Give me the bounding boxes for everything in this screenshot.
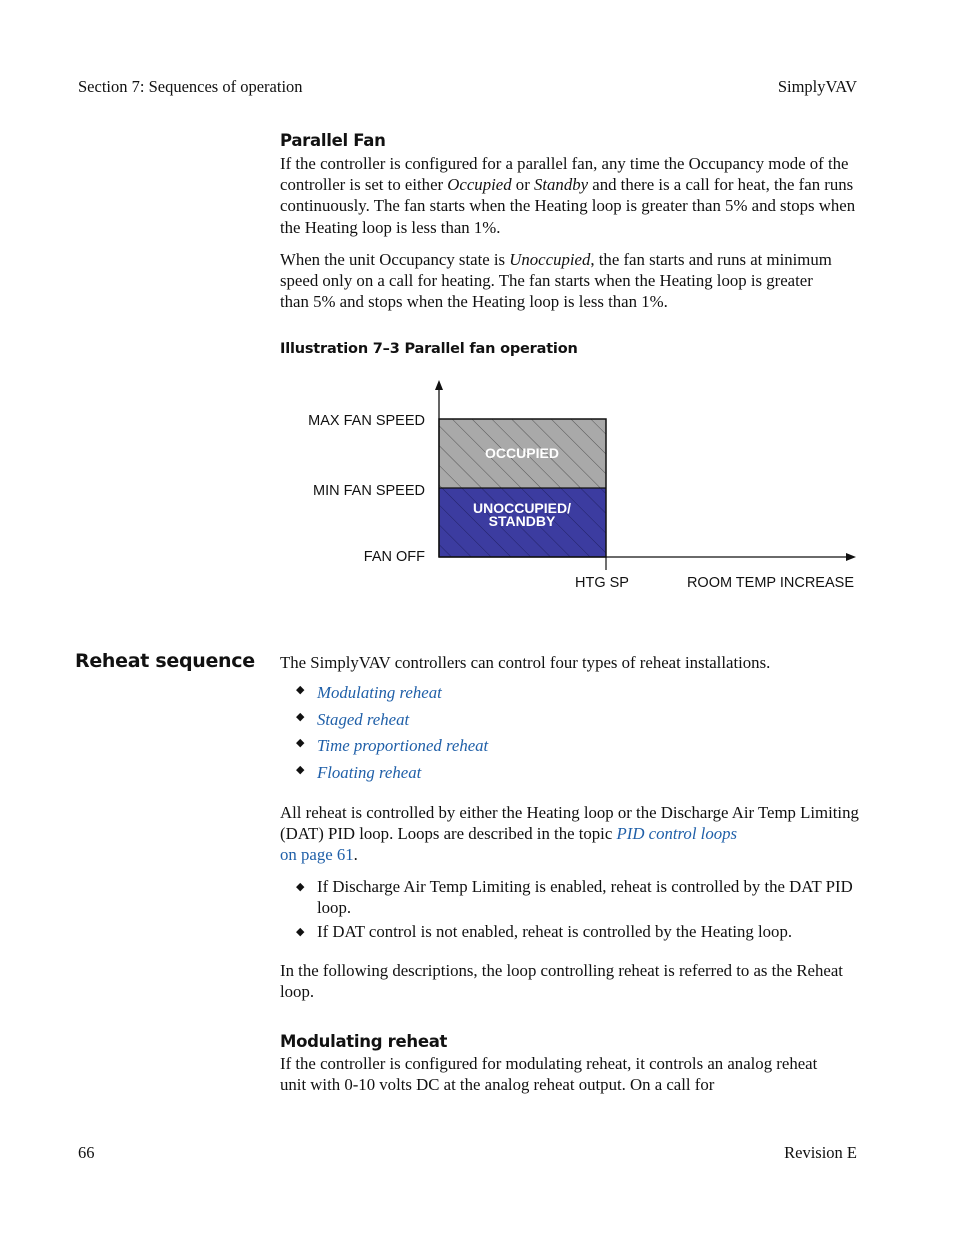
modulating-reheat-heading: Modulating reheat [280,1032,448,1051]
reheat-loops-paragraph: All reheat is controlled by either the Heating loop or the Discharge Air Temp Limiting (DAT) PID loop. Loops are described in the topic PID control loops on page 61. [280,803,859,865]
footer-revision: Revision E [784,1143,857,1162]
list-item [280,710,488,737]
footer-page-number: 66 [78,1143,95,1162]
list-item [280,683,488,710]
link-floating-reheat[interactable]: Floating reheat [317,763,422,783]
label-max-fan-speed: MAX FAN SPEED [308,413,425,429]
label-fan-off: FAN OFF [363,549,425,565]
diamond-bullet-icon: ◆ [296,880,305,893]
label-htg-sp: HTG SP [575,575,629,591]
link-pid-control-loops[interactable]: PID control loops [616,824,738,844]
illustration-caption: Illustration 7–3 Parallel fan operation [280,341,578,357]
list-item [280,763,488,790]
link-staged-reheat[interactable]: Staged reheat [317,709,410,729]
parallel-fan-paragraph-2: When the unit Occupancy state is Unoccupied, the fan starts and runs at minimum speed only on a call for heating. The fan starts when the Heating loop is greater than 5% and stops when the Heating loop is less than 1%. [280,250,832,312]
diamond-bullet-icon: ◆ [296,709,305,723]
list-item: ◆ If Discharge Air Temp Limiting is enabled, reheat is controlled by the DAT PID loop. [296,877,853,918]
reheat-sequence-heading: Reheat sequence [75,650,255,672]
x-axis-arrow [846,553,856,561]
diamond-bullet-icon: ◆ [296,925,305,939]
label-min-fan-speed: MIN FAN SPEED [313,483,425,499]
list-item [280,736,488,763]
reheat-loop-definition: In the following descriptions, the loop controlling reheat is referred to as the Reheat loop. [280,961,843,1002]
zone-label-standby: STANDBY [488,513,556,529]
diamond-bullet-icon: ◆ [296,763,305,777]
zone-label-occupied: OCCUPIED [485,445,559,461]
zone-label-unoccupied: UNOCCUPIED/ [472,500,572,516]
diamond-bullet-icon: ◆ [296,683,305,696]
link-modulating-reheat[interactable]: Modulating reheat [317,683,442,702]
link-on-page-61[interactable]: on page 61 [280,845,354,865]
reheat-conditions-list [280,876,860,943]
header-section-title: Section 7: Sequences of operation [78,77,303,96]
modulating-reheat-paragraph: If the controller is configured for modulating reheat, it controls an analog reheat unit with 0-10 volts DC at the analog reheat output. On a call for [280,1054,818,1095]
parallel-fan-diagram [290,376,870,598]
header-product-name: SimplyVAV [777,77,857,96]
reheat-types-list [280,683,488,790]
list-item: ◆ If DAT control is not enabled, reheat is controlled by the Heating loop. [296,922,793,942]
diamond-bullet-icon: ◆ [296,736,305,750]
link-time-proportioned-reheat[interactable]: Time proportioned reheat [317,736,489,756]
reheat-intro: The SimplyVAV controllers can control four types of reheat installations. [280,653,771,672]
parallel-fan-heading: Parallel Fan [280,131,386,150]
parallel-fan-paragraph-1: If the controller is configured for a parallel fan, any time the Occupancy mode of the controller is set to either Occupied or Standby and there is a call for heat, the fan runs continuously. The fan starts when the Heating loop is greater than 5% and stops when the Heating loop is less than 1%. [280,154,856,237]
y-axis-arrow [435,380,443,390]
label-room-temp-increase: ROOM TEMP INCREASE [686,575,854,591]
